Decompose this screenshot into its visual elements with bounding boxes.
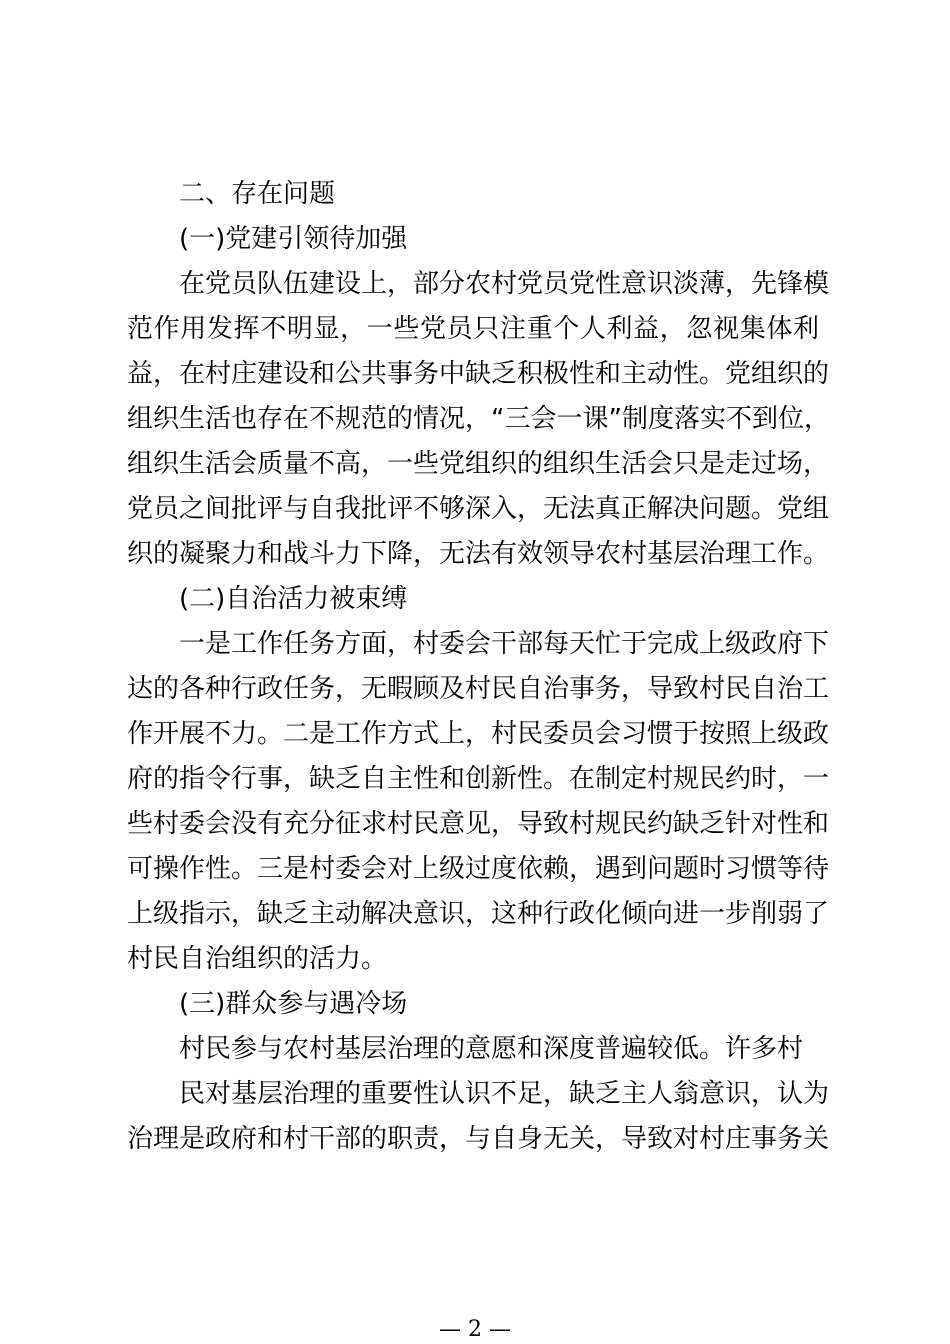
paragraph-line: 组织生活也存在不规范的情况，“三会一课”制度落实不到位，: [127, 404, 830, 434]
paragraph-line: 可操作性。三是村委会对上级过度依赖，遇到问题时习惯等待: [127, 854, 830, 884]
paragraph-line: 作开展不力。二是工作方式上，村民委员会习惯于按照上级政: [127, 719, 830, 749]
paragraph-line: 在党员队伍建设上，部分农村党员党性意识淡薄，先锋模: [179, 269, 830, 299]
document-body: [127, 172, 830, 1162]
subsection-heading: (三)群众参与遇冷场: [179, 989, 408, 1019]
paragraph-line: 民对基层治理的重要性认识不足，缺乏主人翁意识，认为: [179, 1079, 830, 1109]
section-heading: 二、存在问题: [179, 179, 336, 209]
paragraph-line: 村民参与农村基层治理的意愿和深度普遍较低。许多村: [179, 1034, 804, 1064]
paragraph-line: 织的凝聚力和战斗力下降，无法有效领导农村基层治理工作。: [127, 539, 830, 569]
paragraph-line: 党员之间批评与自我批评不够深入，无法真正解决问题。党组: [127, 494, 830, 524]
paragraph-line: 一是工作任务方面，村委会干部每天忙于完成上级政府下: [179, 629, 830, 659]
paragraph-line: 组织生活会质量不高，一些党组织的组织生活会只是走过场，: [127, 449, 830, 479]
paragraph-line: 府的指令行事，缺乏自主性和创新性。在制定村规民约时，一: [127, 764, 830, 794]
paragraph-line: 治理是政府和村干部的职责，与自身无关，导致对村庄事务关: [127, 1124, 830, 1154]
paragraph-line: 些村委会没有充分征求村民意见，导致村规民约缺乏针对性和: [127, 809, 830, 839]
subsection-heading: (一)党建引领待加强: [179, 224, 408, 254]
paragraph-line: 范作用发挥不明显，一些党员只注重个人利益，忽视集体利: [127, 314, 819, 344]
paragraph-line: 益，在村庄建设和公共事务中缺乏积极性和主动性。党组织的: [127, 359, 830, 389]
paragraph-line: 上级指示，缺乏主动解决意识，这种行政化倾向进一步削弱了: [127, 899, 830, 929]
paragraph-line: 村民自治组织的活力。: [127, 944, 388, 974]
paragraph-line: 达的各种行政任务，无暇顾及村民自治事务，导致村民自治工: [127, 674, 830, 704]
subsection-heading: (二)自治活力被束缚: [179, 584, 408, 614]
page-number: — 2 —: [439, 1317, 511, 1342]
